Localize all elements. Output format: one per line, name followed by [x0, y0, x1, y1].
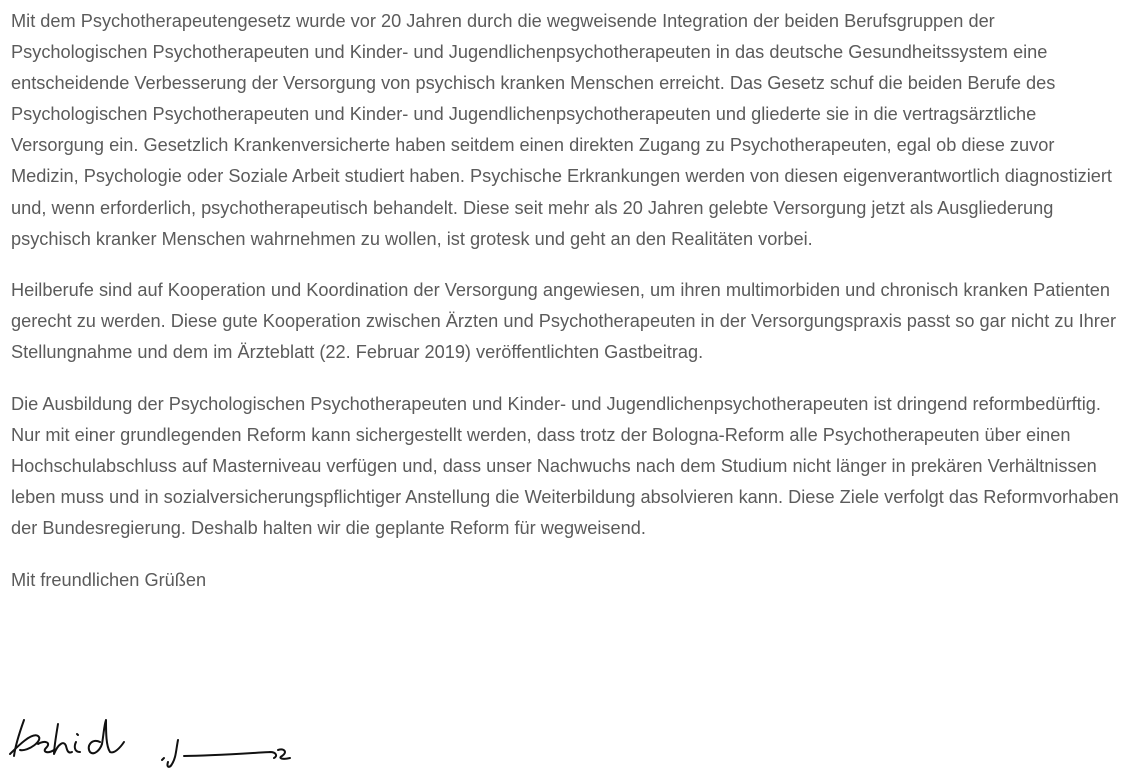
handwritten-signature	[8, 712, 298, 776]
paragraph-psychotherapeutengesetz: Mit dem Psychotherapeutengesetz wurde vor 20 Jahren durch die wegweisende Integration der beiden Berufsgruppen der Psychologischen Psychotherapeuten und Kinder- und Jugendlichenpsychotherapeuten in das deutsche Gesundheitssystem eine entscheidende Verbesserung der Versorgung von psychisch kranken Menschen erreicht. Das Gesetz schuf die beiden Berufe des Psychologischen Psychotherapeuten und Kinder- und Jugendlichenpsychotherapeuten und gliederte sie in die vertragsärztliche Versorgung ein. Gesetzlich Krankenversicherte haben seitdem einen direkten Zugang zu Psychotherapeuten, egal ob diese zuvor Medizin, Psychologie oder Soziale Arbeit studiert haben. Psychische Erkrankungen werden von diesen eigenverantwortlich diagnostiziert und, wenn erforderlich, psychotherapeutisch behandelt. Diese seit mehr als 20 Jahren gelebte Versorgung jetzt als Ausgliederung psychisch kranker Menschen wahrnehmen zu wollen, ist grotesk und geht an den Realitäten vorbei.	[11, 11, 1112, 249]
paragraph-kooperation: Heilberufe sind auf Kooperation und Koordination der Versorgung angewiesen, um ihren multimorbiden und chronisch kranken Patienten gerecht zu werden. Diese gute Kooperation zwischen Ärzten und Psychotherapeuten in der Versorgungspraxis passt so gar nicht zu Ihrer Stellungnahme und dem im Ärzteblatt (22. Februar 2019) veröffentlichten Gastbeitrag.	[11, 280, 1117, 363]
closing-greeting: Mit freundlichen Grüßen	[11, 570, 207, 590]
paragraph-ausbildungsreform: Die Ausbildung der Psychologischen Psychotherapeuten und Kinder- und Jugendlichenpsychotherapeuten ist dringend reformbedürftig. Nur mit einer grundlegenden Reform kann sichergestellt werden, dass trotz der Bologna-Reform alle Psychotherapeuten über einen Hochschulabschluss auf Masterniveau verfügen und, dass unser Nachwuchs nach dem Studium nicht länger in prekären Verhältnissen leben muss und in sozialversicherungspflichtiger Anstellung die Weiterbildung absolvieren kann. Diese Ziele verfolgt das Reformvorhaben der Bundesregierung. Deshalb halten wir die geplante Reform für wegweisend.	[11, 394, 1119, 539]
letter-body	[11, 6, 1123, 596]
